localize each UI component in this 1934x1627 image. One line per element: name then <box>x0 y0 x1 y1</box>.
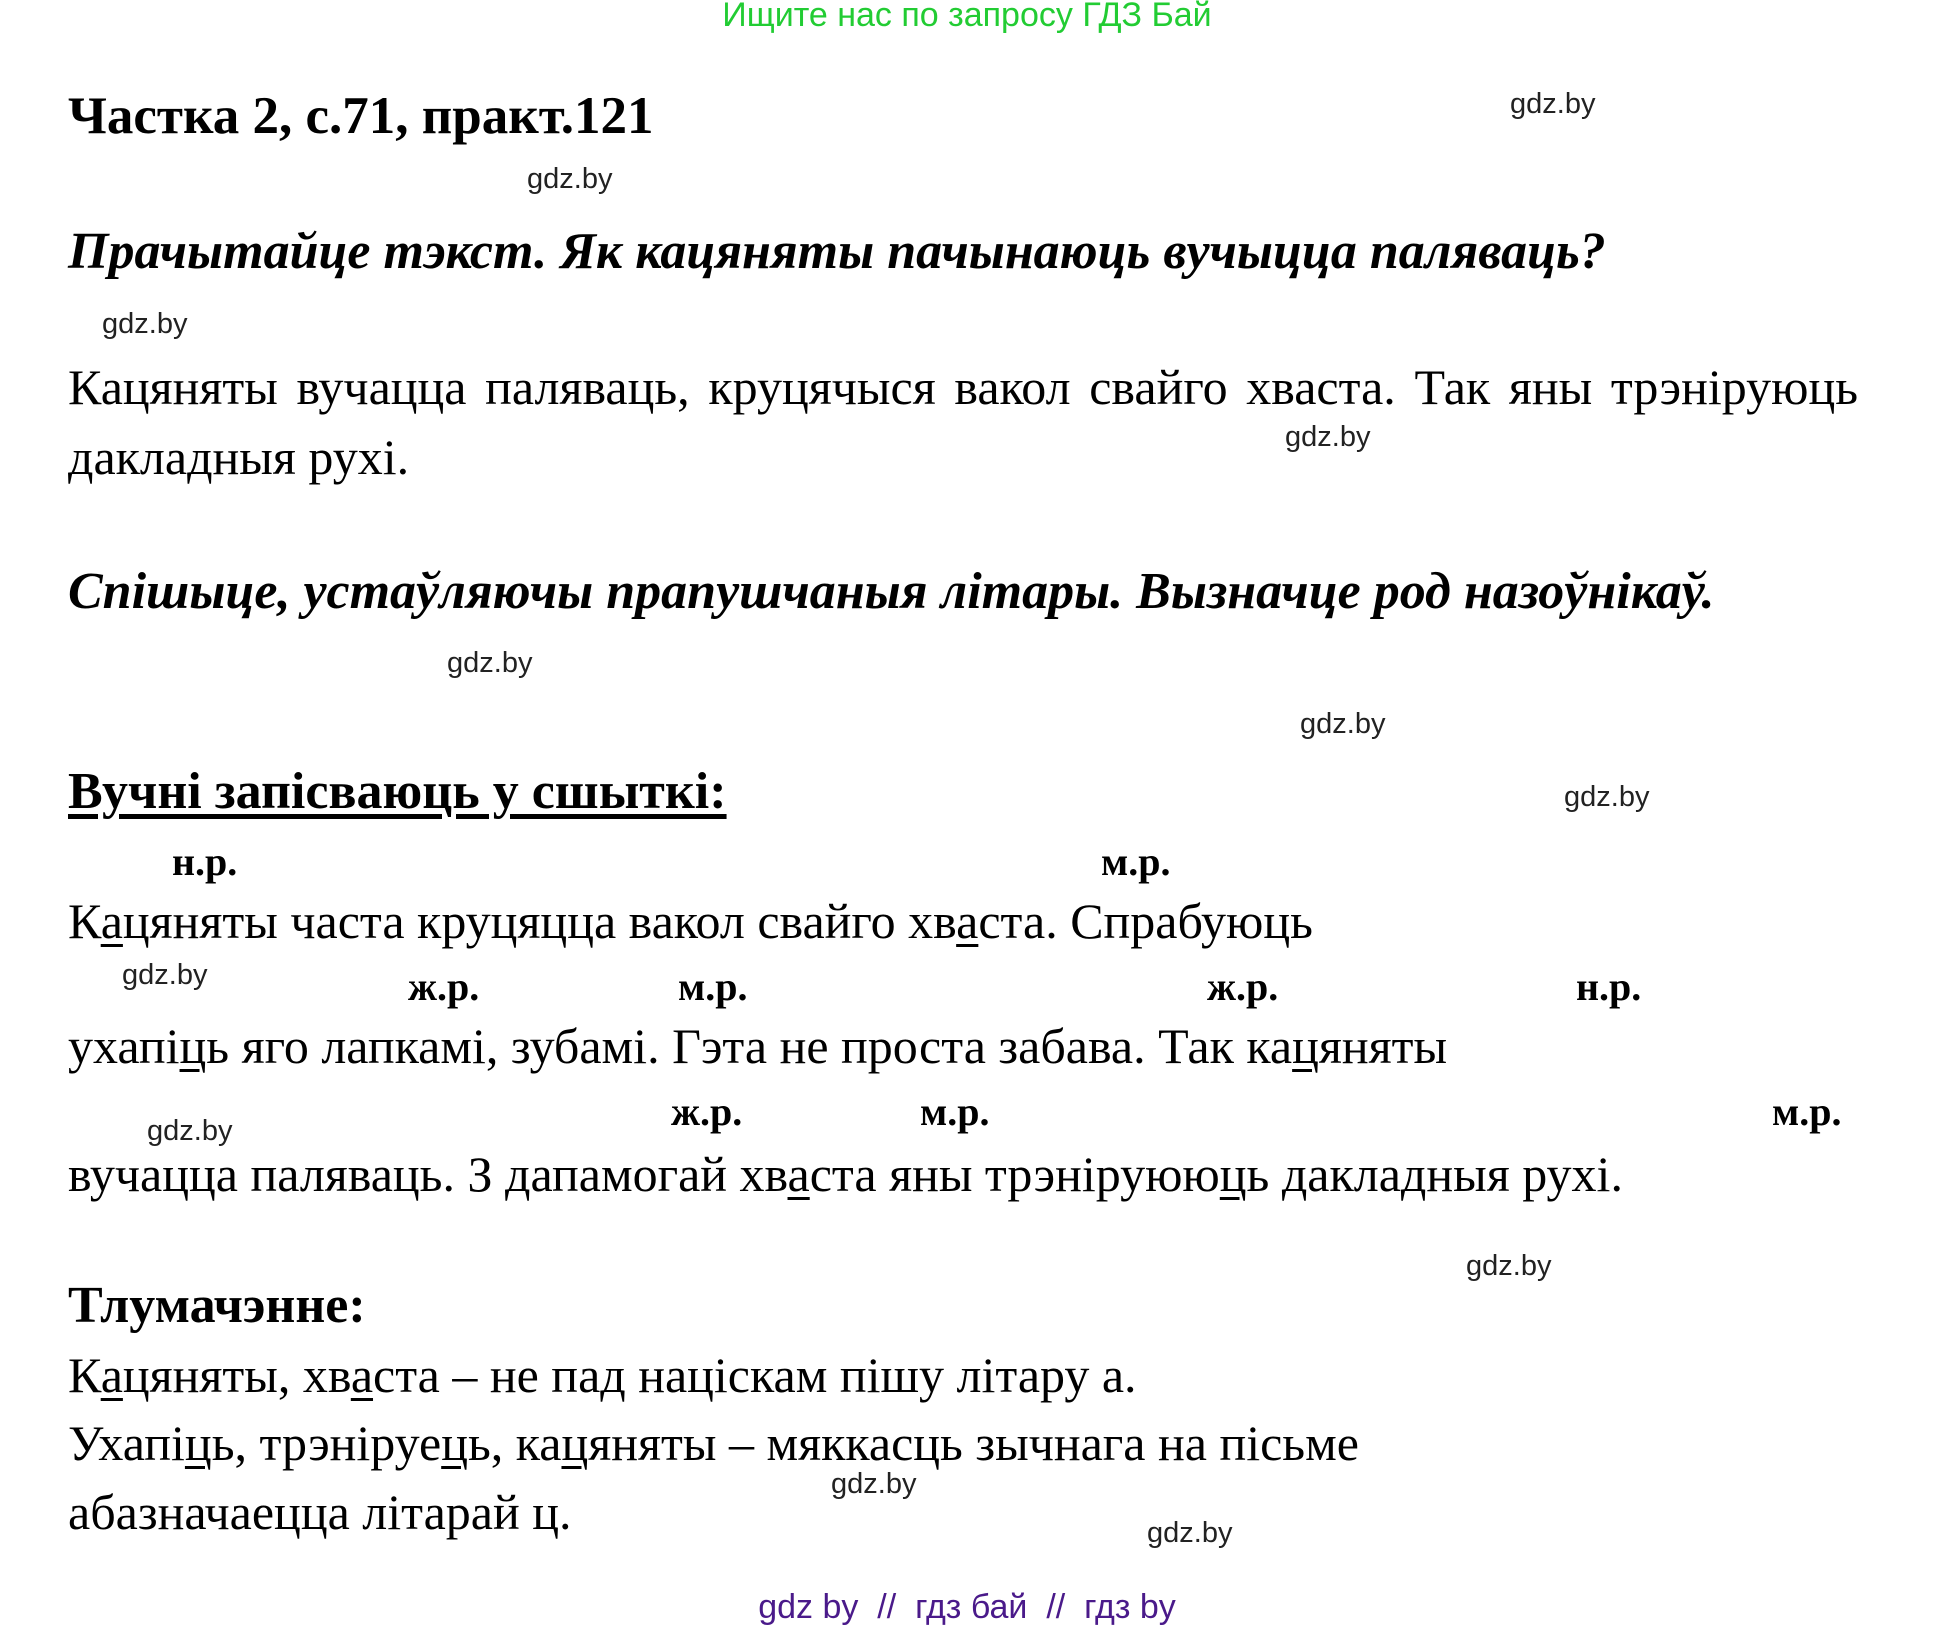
gender-label: н.р. <box>172 839 238 884</box>
footer-links: gdz by // гдз бай // гдз by <box>758 1588 1176 1626</box>
text: яняты – мяккасць зычнага на пісьме <box>588 1415 1359 1471</box>
text: К <box>68 1347 101 1403</box>
task-copy-instruction: Спішыце, устаўляючы прапушчаныя літары. Вызначце род назоўнікаў. <box>68 563 1715 620</box>
answer-line-3 <box>68 1145 1623 1203</box>
answer-line-2 <box>68 1017 1447 1075</box>
gender-label: ж.р. <box>408 964 480 1009</box>
watermark: gdz.by <box>1285 421 1371 453</box>
watermark: gdz.by <box>1147 1517 1233 1549</box>
text: ь, ка <box>467 1415 562 1471</box>
source-paragraph: Кацяняты вучацца паляваць, круцячыся вакол свайго хваста. Так яны трэніруюць дакладныя рухі. <box>68 359 1858 485</box>
watermark: gdz.by <box>147 1115 233 1147</box>
inserted-letter: а <box>956 893 979 949</box>
search-banner: Ищите нас по запросу ГДЗ Бай <box>722 0 1212 34</box>
page-title: Частка 2, с.71, практ.121 <box>68 87 654 145</box>
inserted-letter: а <box>100 1347 123 1403</box>
text: ста. Спрабуюць <box>978 893 1313 949</box>
inserted-letter: ц <box>184 1415 212 1471</box>
text: вучацца паляваць. З дапамогай хв <box>68 1146 788 1202</box>
answer-line-1 <box>68 892 1313 950</box>
inserted-letter: ц <box>441 1415 468 1471</box>
text: цяняты часта круцяцца вакол свайго хв <box>122 893 957 949</box>
word <box>68 1414 1359 1472</box>
inserted-letter: ц <box>179 1018 207 1074</box>
task-read-question: Прачытайце тэкст. Як кацяняты пачынаюць вучыцца паляваць? <box>68 223 1606 280</box>
watermark: gdz.by <box>1300 708 1386 740</box>
watermark: gdz.by <box>447 647 533 679</box>
gender-label: н.р. <box>1576 964 1642 1009</box>
gender-label: ж.р. <box>671 1089 743 1134</box>
watermark: gdz.by <box>1564 781 1650 813</box>
text: ь яго лапкамі, зубамі. Гэта не проста забава. Так ка <box>206 1018 1293 1074</box>
explanation-line-3: абазначаецца літарай ц. <box>68 1484 572 1540</box>
inserted-letter: ц <box>1292 1018 1319 1074</box>
text: ста яны трэніруюю <box>809 1146 1220 1202</box>
text: цяняты, хв <box>122 1347 351 1403</box>
watermark: gdz.by <box>102 308 188 340</box>
text: К <box>68 893 101 949</box>
text: яняты <box>1318 1018 1448 1074</box>
inserted-letter: ц <box>1219 1146 1247 1202</box>
text: ь дакладныя рухі. <box>1246 1146 1623 1202</box>
explanation-line-2 <box>68 1414 1858 1472</box>
explanation-line-1 <box>68 1346 1137 1404</box>
gender-label: ж.р. <box>1207 964 1279 1009</box>
text: ста – не пад націскам пішу літару а. <box>373 1347 1137 1403</box>
inserted-letter: ц <box>561 1415 589 1471</box>
section-subheading: Вучні запісваюць у сшыткі: <box>68 763 727 820</box>
text: ь, трэніруе <box>211 1415 442 1471</box>
watermark: gdz.by <box>527 163 613 195</box>
watermark: gdz.by <box>1466 1250 1552 1282</box>
explanation-heading: Тлумачэнне: <box>68 1277 366 1334</box>
gender-label: м.р. <box>1101 839 1171 884</box>
gender-label: м.р. <box>678 964 748 1009</box>
inserted-letter: а <box>100 893 123 949</box>
inserted-letter: а <box>350 1347 374 1403</box>
watermark: gdz.by <box>831 1468 917 1500</box>
watermark: gdz.by <box>122 959 208 991</box>
gender-label: м.р. <box>920 1089 990 1134</box>
text: Ухапі <box>68 1415 185 1471</box>
watermark: gdz.by <box>1510 88 1596 120</box>
gender-label: м.р. <box>1772 1089 1842 1134</box>
inserted-letter: а <box>787 1146 810 1202</box>
text: ухапі <box>68 1018 180 1074</box>
